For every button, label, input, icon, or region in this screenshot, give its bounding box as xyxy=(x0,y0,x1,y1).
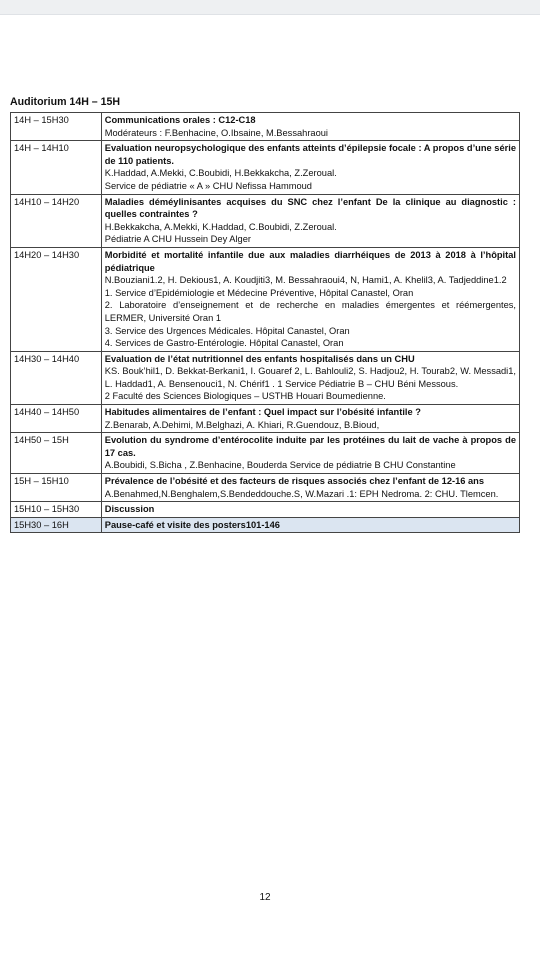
session-detail: 2. Laboratoire d’enseignement et de recherche en maladies émergentes et réémergentes, LERMER, Université Oran 1 xyxy=(104,300,516,323)
session-content xyxy=(101,194,519,247)
session-detail: K.Haddad, A.Mekki, C.Boubidi, H.Bekkakcha, Z.Zeroual. xyxy=(104,168,337,179)
program-row xyxy=(11,502,520,518)
program-row xyxy=(11,351,520,404)
program-row xyxy=(11,474,520,502)
session-time: 14H50 – 15H xyxy=(11,433,102,474)
program-row xyxy=(11,247,520,351)
session-content xyxy=(101,405,519,433)
session-detail: 3. Service des Urgences Médicales. Hôpital Canastel, Oran xyxy=(104,325,350,336)
program-row xyxy=(11,194,520,247)
session-detail: Service de pédiatrie « A » CHU Nefissa Hammoud xyxy=(104,180,312,191)
session-detail: KS. Bouk’hil1, D. Bekkat-Berkani1, I. Gouaref 2, L. Bahlouli2, S. Hadjou2, H. Tourab2, W. Messadi1, L. Haddad1, A. Bensenouci1, N. Chérif1 . 1 Service Pédiatrie B – CHU Béni Messous. xyxy=(104,366,516,389)
session-title: Maladies déméylinisantes acquises du SNC chez l’enfant De la clinique au diagnostic : quelles contraintes ? xyxy=(104,196,516,220)
session-title: Evaluation neuropsychologique des enfants atteints d’épilepsie focale : A propos d’une série de 110 patients. xyxy=(104,143,516,166)
session-time: 15H10 – 15H30 xyxy=(11,502,102,518)
session-content xyxy=(101,517,519,533)
program-row xyxy=(11,113,520,141)
session-time: 14H20 – 14H30 xyxy=(11,247,102,351)
session-time: 14H10 – 14H20 xyxy=(11,194,102,247)
session-title: Prévalence de l’obésité et des facteurs de risques associés chez l’enfant de 12-16 ans xyxy=(104,476,485,487)
session-detail: 1. Service d’Epidémiologie et Médecine Préventive, Hôpital Canastel, Oran xyxy=(104,287,414,298)
session-content xyxy=(101,433,519,474)
session-time: 15H30 – 16H xyxy=(11,517,102,533)
session-content xyxy=(101,141,519,194)
session-time: 14H40 – 14H50 xyxy=(11,405,102,433)
program-row xyxy=(11,517,520,533)
session-title: Habitudes alimentaires de l’enfant : Quel impact sur l’obésité infantile ? xyxy=(104,407,421,418)
program-table xyxy=(10,112,520,533)
session-time: 14H30 – 14H40 xyxy=(11,351,102,404)
session-title: Evaluation de l’état nutritionnel des enfants hospitalisés dans un CHU xyxy=(104,353,415,364)
top-toolbar-strip xyxy=(0,0,540,15)
session-time: 14H – 15H30 xyxy=(11,113,102,141)
program-row xyxy=(11,141,520,194)
session-content xyxy=(101,113,519,141)
program-row xyxy=(11,405,520,433)
session-detail: Pédiatrie A CHU Hussein Dey Alger xyxy=(104,234,251,245)
session-detail: N.Bouziani1.2, H. Dekious1, A. Koudjiti3, M. Bessahraoui4, N, Hami1, A. Khelil3, A. Tadjeddine1.2 xyxy=(104,275,507,286)
session-title: Communications orales : C12-C18 xyxy=(104,115,256,125)
session-detail: Modérateurs : F.Benhacine, O.Ibsaine, M.Bessahraoui xyxy=(104,127,328,138)
session-time: 15H – 15H10 xyxy=(11,474,102,502)
program-table-body xyxy=(11,113,520,533)
session-detail: H.Bekkakcha, A.Mekki, K.Haddad, C.Boubidi, Z.Zeroual. xyxy=(104,221,337,232)
page-number: 12 xyxy=(259,892,271,903)
session-detail: Z.Benarab, A.Dehimi, M.Belghazi, A. Khiari, R.Guendouz, B.Bioud, xyxy=(104,419,380,430)
session-content xyxy=(101,502,519,518)
session-detail: 4. Services de Gastro-Entérologie. Hôpital Canastel, Oran xyxy=(104,338,344,349)
session-detail: A.Benahmed,N.Benghalem,S.Bendeddouche.S, W.Mazari .1: EPH Nedroma. 2: CHU. Tlemcen. xyxy=(104,488,499,499)
session-title: Morbidité et mortalité infantile due aux maladies diarrhéiques de 2013 à 2018 à l’hôpital pédiatrique xyxy=(104,249,516,273)
program-row xyxy=(11,433,520,474)
session-content xyxy=(101,351,519,404)
session-time: 14H – 14H10 xyxy=(11,141,102,194)
session-content xyxy=(101,474,519,502)
session-title: Discussion xyxy=(104,504,155,515)
session-detail: 2 Faculté des Sciences Biologiques – USTHB Houari Boumedienne. xyxy=(104,391,386,402)
session-content xyxy=(101,247,519,351)
session-detail: A.Boubidi, S.Bicha , Z.Benhacine, Bouderda Service de pédiatrie B CHU Constantine xyxy=(104,460,456,471)
session-title: Pause-café et visite des posters101-146 xyxy=(104,519,280,530)
session-title: Evolution du syndrome d’entérocolite induite par les protéines du lait de vache à propos de 17 cas. xyxy=(104,435,516,458)
section-title: Auditorium 14H – 15H xyxy=(10,96,121,108)
